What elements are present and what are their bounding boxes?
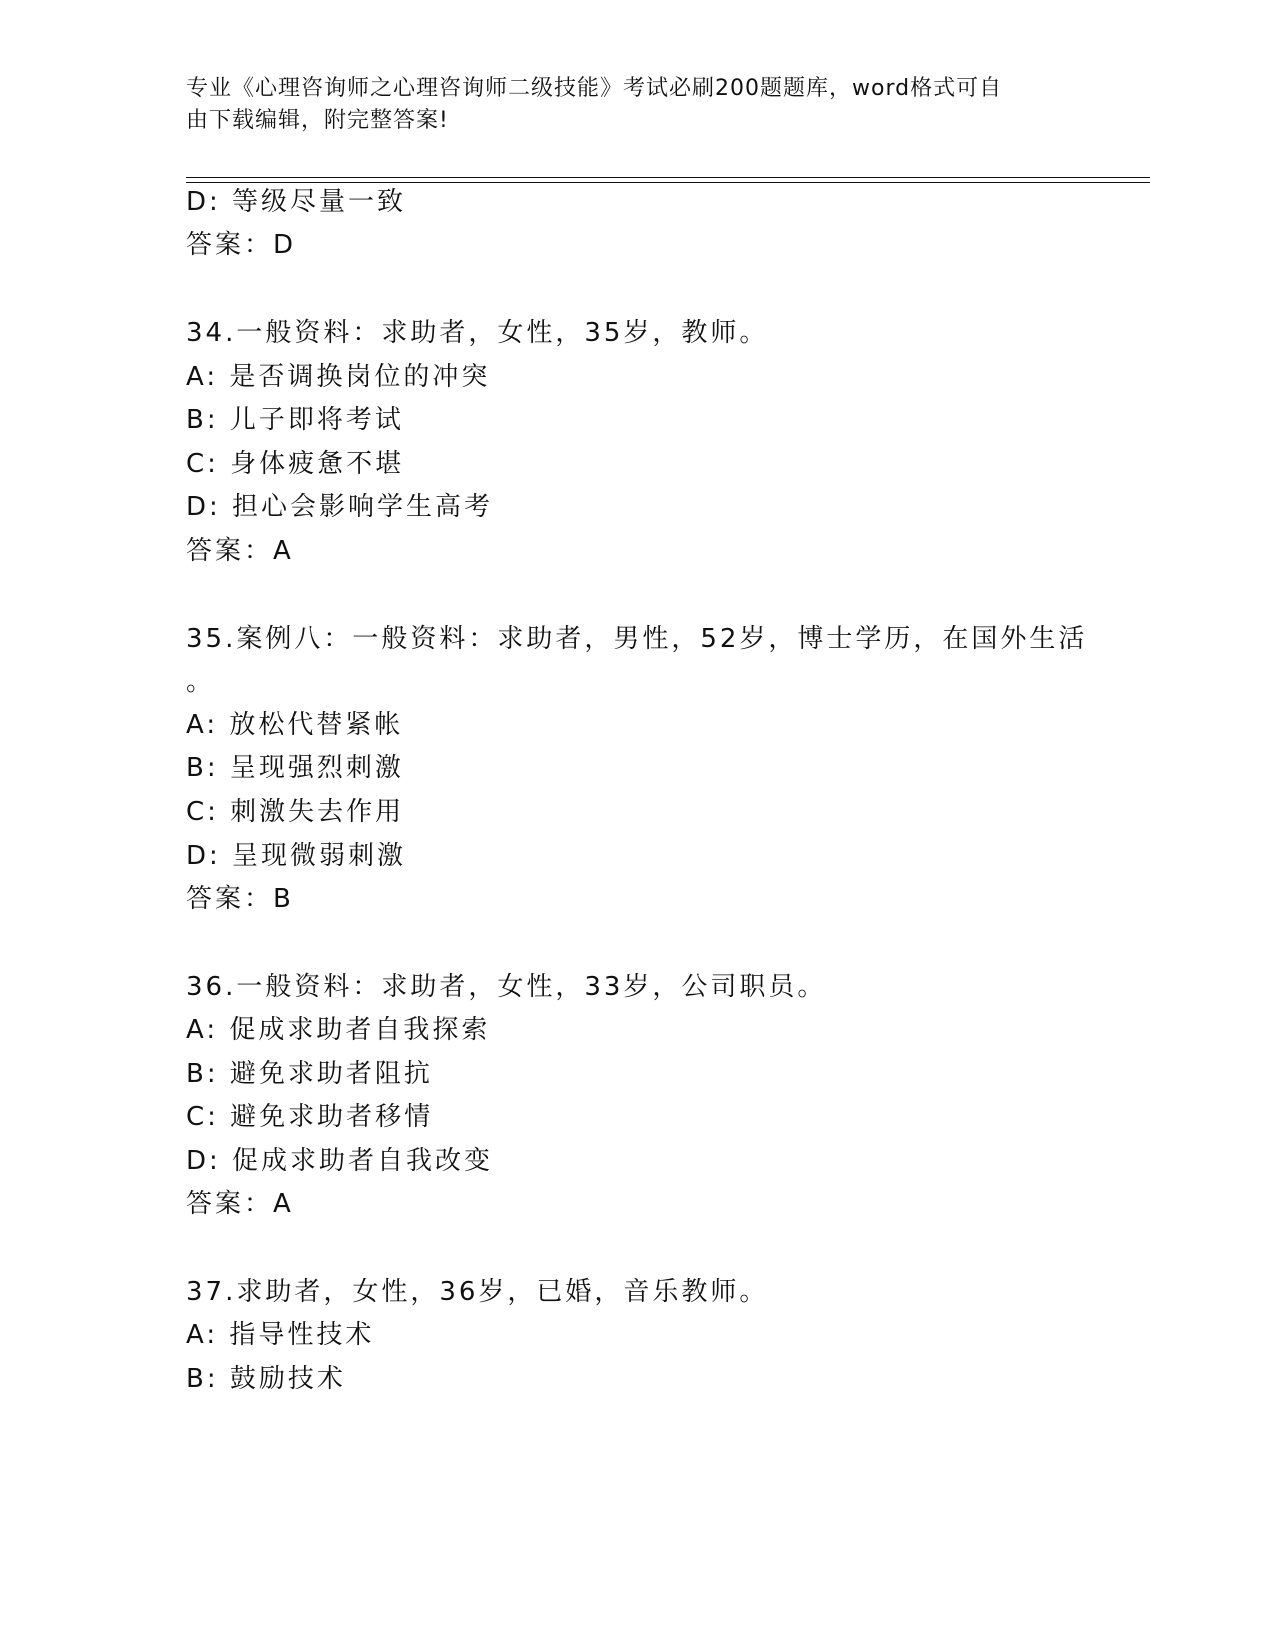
q35-question: 35.案例八：一般资料：求助者，男性，52岁，博士学历，在国外生活 bbox=[186, 624, 1088, 654]
q35-option-d: D: 呈现微弱刺激 bbox=[186, 841, 407, 871]
q37-question: 37.求助者，女性，36岁，已婚，音乐教师。 bbox=[186, 1277, 769, 1307]
q35-question-continuation: 。 bbox=[186, 667, 216, 697]
q34-question: 34.一般资料：求助者，女性，35岁，教师。 bbox=[186, 318, 769, 348]
q36-answer: 答案：A bbox=[186, 1189, 294, 1219]
q37-option-a: A: 指导性技术 bbox=[186, 1320, 375, 1350]
q34-option-d: D: 担心会影响学生高考 bbox=[186, 492, 494, 522]
header-divider-top bbox=[186, 177, 1150, 178]
document-header bbox=[186, 73, 1066, 137]
q36-option-b: B: 避免求助者阻抗 bbox=[186, 1059, 433, 1089]
q35-option-b: B: 呈现强烈刺激 bbox=[186, 753, 404, 783]
header-line-2: 由下载编辑，附完整答案! bbox=[186, 108, 449, 133]
q35-option-c: C: 刺激失去作用 bbox=[186, 797, 405, 827]
q36-question: 36.一般资料：求助者，女性，33岁，公司职员。 bbox=[186, 972, 827, 1002]
prev-answer: 答案：D bbox=[186, 230, 297, 260]
header-divider-bottom bbox=[186, 182, 1150, 183]
q35-answer: 答案：B bbox=[186, 884, 294, 914]
q34-option-c: C: 身体疲惫不堪 bbox=[186, 449, 405, 479]
q36-option-a: A: 促成求助者自我探索 bbox=[186, 1015, 491, 1045]
q34-option-a: A: 是否调换岗位的冲突 bbox=[186, 362, 491, 392]
q37-option-b: B: 鼓励技术 bbox=[186, 1364, 346, 1394]
header-line-1: 专业《心理咨询师之心理咨询师二级技能》考试必刷200题题库，word格式可自 bbox=[186, 76, 1003, 101]
prev-option-d: D: 等级尽量一致 bbox=[186, 187, 407, 217]
q34-option-b: B: 儿子即将考试 bbox=[186, 405, 404, 435]
q36-option-c: C: 避免求助者移情 bbox=[186, 1102, 434, 1132]
q34-answer: 答案：A bbox=[186, 536, 294, 566]
q36-option-d: D: 促成求助者自我改变 bbox=[186, 1146, 494, 1176]
q35-option-a: A: 放松代替紧帐 bbox=[186, 710, 404, 740]
